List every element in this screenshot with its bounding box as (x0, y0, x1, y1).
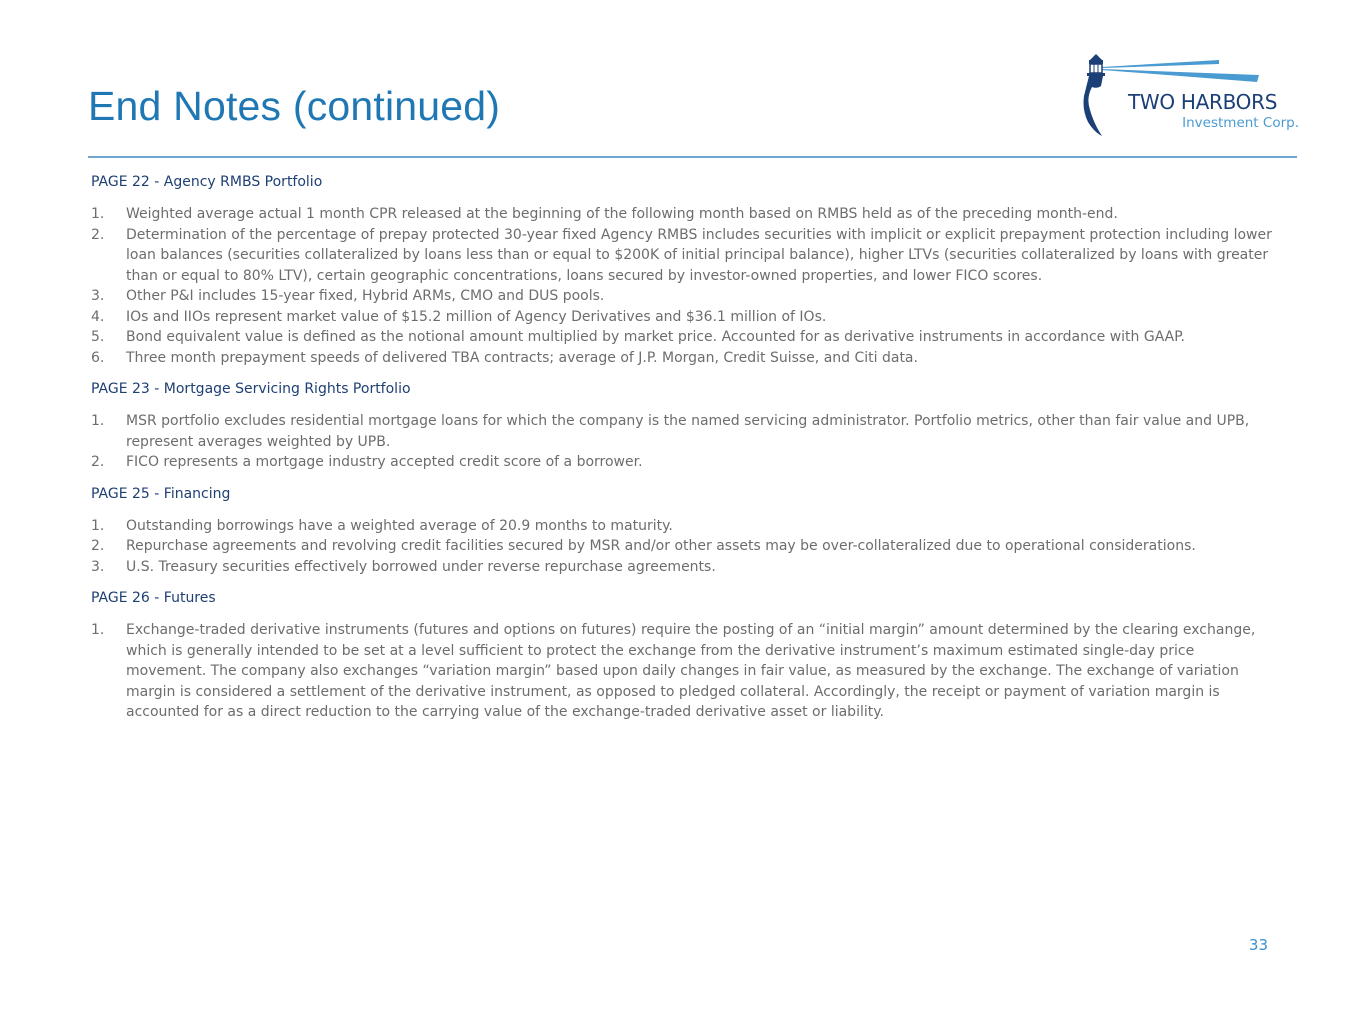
note-text: U.S. Treasury securities effectively borrowed under reverse repurchase agreements. (126, 558, 716, 575)
note-number: 4. (91, 308, 105, 325)
section-title: PAGE 25 - Financing (91, 485, 231, 502)
note-text: Exchange-traded derivative instruments (futures and options on futures) require the posting of an “initial margin” amount determined by the clearing exchange, which is generally intended to be set at a level sufficient to protect the exchange from the derivative instrument’s maximum estimated single-day price movement. The company also exchanges “variation margin” based upon daily changes in fair value, as measured by the exchange. The exchange of variation margin is considered a settlement of the derivative instrument, as opposed to pledged collateral. Accordingly, the receipt or payment of variation margin is accounted for as a direct reduction to the carrying value of the exchange-traded derivative asset or liability. (126, 622, 1256, 720)
note-number: 2. (91, 226, 105, 243)
list-item (91, 620, 1276, 723)
note-number: 3. (91, 288, 105, 304)
list-item (91, 516, 1276, 537)
note-number: 5. (91, 329, 105, 345)
section-title: PAGE 23 - Mortgage Servicing Rights Portfolio (91, 381, 411, 397)
section-title: PAGE 22 - Agency RMBS Portfolio (91, 174, 323, 190)
note-number: 2. (91, 454, 105, 470)
note-number: 1. (91, 622, 105, 638)
list-item (91, 225, 1276, 287)
company-logo (1076, 52, 1301, 142)
note-number: 1. (91, 413, 105, 429)
list-item (91, 307, 1276, 328)
logo-subtitle: Investment Corp. (1182, 115, 1299, 131)
note-text: FICO represents a mortgage industry accepted credit score of a borrower. (126, 454, 643, 470)
list-item (91, 452, 1276, 473)
section-title: PAGE 26 - Futures (91, 590, 216, 606)
list-item (91, 327, 1276, 348)
list-item (91, 536, 1276, 557)
list-item (91, 204, 1276, 225)
page-title: End Notes (continued) (88, 83, 501, 129)
note-number: 1. (91, 206, 105, 222)
note-text: Determination of the percentage of prepay protected 30-year fixed Agency RMBS includes securities with implicit or explicit prepayment protection including lower loan balances (securities collateralized by loans less than or equal to $200K of initial principal balance), higher LTVs (securities collateralized by loans with greater than or equal to 80% LTV), certain geographic concentrations, loans secured by investor-owned properties, and lower FICO scores. (126, 226, 1272, 284)
notes-list (91, 204, 1276, 368)
note-number: 3. (91, 558, 105, 575)
note-number: 6. (91, 349, 105, 366)
note-text: Other P&I includes 15-year fixed, Hybrid ARMs, CMO and DUS pools. (126, 288, 605, 304)
note-number: 1. (91, 517, 105, 534)
notes-list (91, 411, 1276, 473)
note-text: Weighted average actual 1 month CPR released at the beginning of the following month based on RMBS held as of the preceding month-end. (126, 206, 1118, 222)
list-item (91, 286, 1276, 307)
logo-name: TWO HARBORS (1128, 90, 1278, 114)
list-item (91, 411, 1276, 452)
list-item (91, 557, 1276, 578)
notes-list (91, 516, 1276, 578)
list-item (91, 348, 1276, 369)
note-text: Bond equivalent value is defined as the notional amount multiplied by market price. Accounted for as derivative instruments in accordance with GAAP. (126, 329, 1185, 345)
note-text: IOs and IIOs represent market value of $15.2 million of Agency Derivatives and $36.1 million of IOs. (126, 308, 827, 325)
note-text: Three month prepayment speeds of delivered TBA contracts; average of J.P. Morgan, Credit Suisse, and Citi data. (126, 349, 918, 366)
note-number: 2. (91, 538, 105, 554)
page-number: 33 (1248, 936, 1268, 954)
end-notes-body (91, 172, 1276, 734)
note-text: Outstanding borrowings have a weighted average of 20.9 months to maturity. (126, 517, 673, 534)
note-text: Repurchase agreements and revolving credit facilities secured by MSR and/or other assets may be over-collateralized due to operational considerations. (126, 538, 1196, 554)
note-text: MSR portfolio excludes residential mortgage loans for which the company is the named servicing administrator. Portfolio metrics, other than fair value and UPB, represent averages weighted by UPB. (126, 413, 1250, 450)
header-divider (88, 156, 1297, 158)
notes-list (91, 620, 1276, 723)
